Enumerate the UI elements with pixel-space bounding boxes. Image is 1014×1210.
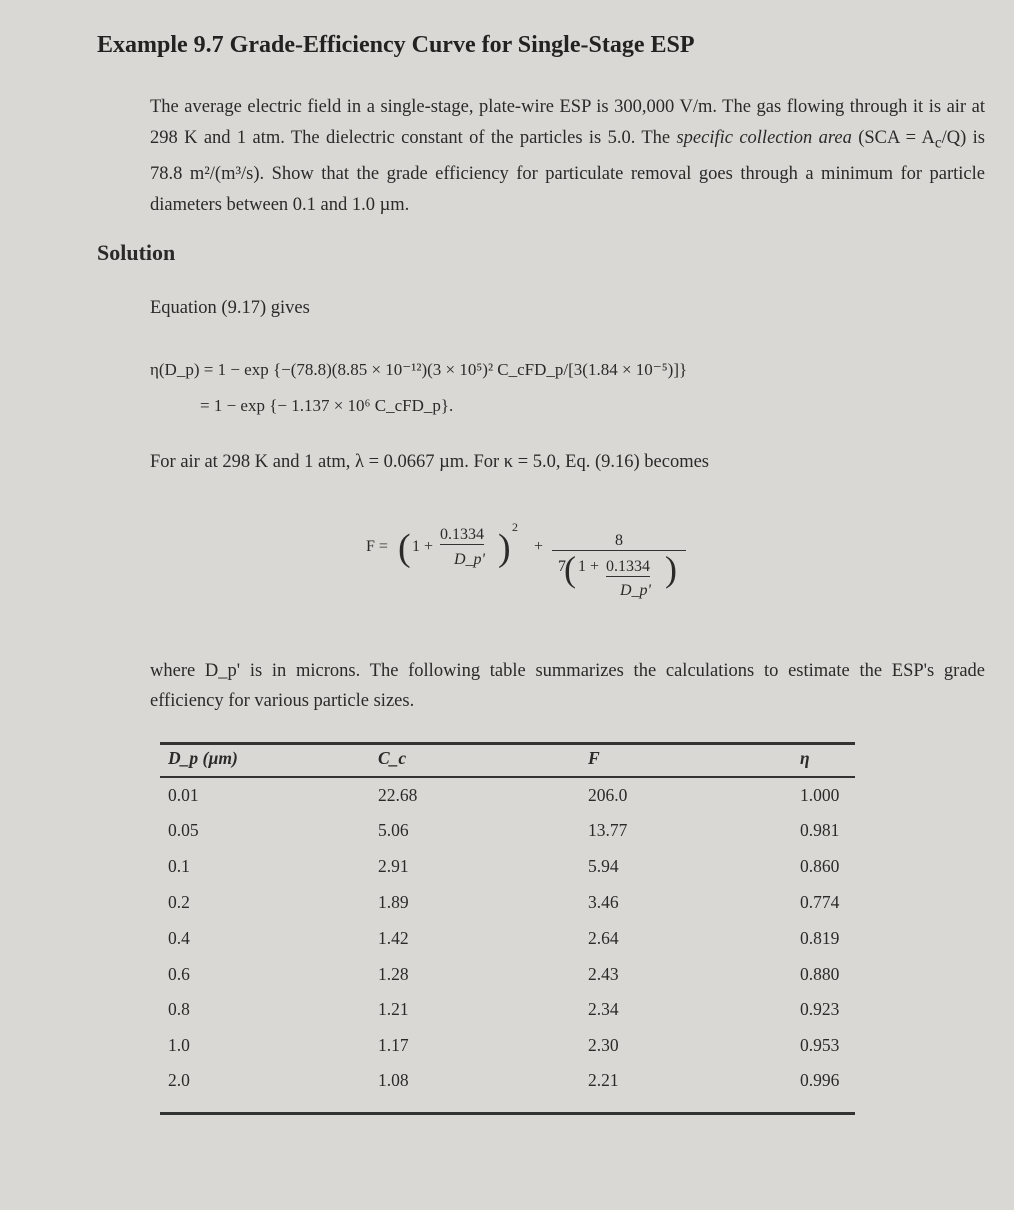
cell-eta: 0.996 <box>800 1070 840 1090</box>
cell-f: 5.94 <box>588 856 619 876</box>
cunningham-f-formula <box>360 518 700 618</box>
table-header-rule <box>160 776 855 778</box>
cell-cc: 1.17 <box>378 1035 409 1055</box>
cell-f: 2.34 <box>588 999 619 1019</box>
cell-f: 3.46 <box>588 892 619 912</box>
cell-dp: 0.01 <box>168 785 199 805</box>
problem-term-sca: specific collection area <box>676 128 852 148</box>
cell-dp: 2.0 <box>168 1070 190 1090</box>
solution-heading: Solution <box>97 240 176 265</box>
formula-denominator: D_p' <box>454 551 485 568</box>
cell-dp: 1.0 <box>168 1035 190 1055</box>
cell-dp: 0.1 <box>168 856 190 876</box>
cell-cc: 2.91 <box>378 856 409 876</box>
cell-cc: 1.89 <box>378 892 409 912</box>
table-top-rule <box>160 742 855 745</box>
equation-line-2: = 1 − exp {− 1.137 × 10⁶ C_cFD_p}. <box>200 396 454 415</box>
cell-dp: 0.4 <box>168 928 190 948</box>
formula-square: 2 <box>512 520 518 534</box>
formula-open-paren-2: ( <box>564 549 576 589</box>
cell-f: 2.43 <box>588 964 619 984</box>
cell-f: 13.77 <box>588 820 628 840</box>
problem-text-part1: The average electric field in a single-stage, plate-wire ESP is 300,000 V/m. The gas flowing through it is air at 298 K and 1 atm. The dielectric constant of the particles is 5.0. The <box>150 97 985 148</box>
cell-cc: 1.42 <box>378 928 409 948</box>
equation-intro: Equation (9.17) gives <box>150 298 310 318</box>
cell-f: 2.21 <box>588 1070 619 1090</box>
cell-eta: 0.953 <box>800 1035 840 1055</box>
where-text: where D_p' is in microns. The following table summarizes the calculations to estimate the ESP's grade efficiency for various particle sizes. <box>150 661 985 711</box>
cell-eta: 0.860 <box>800 856 840 876</box>
header-f: F <box>588 748 600 768</box>
problem-statement <box>150 92 985 221</box>
cell-dp: 0.6 <box>168 964 190 984</box>
formula-seven: 7 <box>558 558 566 575</box>
cell-cc: 1.28 <box>378 964 409 984</box>
header-cunningham-factor: C_c <box>378 748 407 768</box>
cell-eta: 0.819 <box>800 928 840 948</box>
formula-denominator-3: D_p' <box>620 582 651 599</box>
formula-one-plus-2: 1 + <box>578 558 600 575</box>
problem-text-part3: /Q) is 78.8 m²/(m³/s). Show that the grade efficiency for particulate removal goes through a minimum for particle diameters between 0.1 and 1.0 µm. <box>150 128 986 215</box>
formula-lhs: F = <box>366 538 388 555</box>
cell-f: 2.64 <box>588 928 619 948</box>
cell-eta: 0.981 <box>800 820 840 840</box>
formula-plus: + <box>534 538 544 555</box>
cell-dp: 0.2 <box>168 892 190 912</box>
formula-close-paren: ) <box>498 527 511 569</box>
formula-numerator-8: 8 <box>552 532 686 551</box>
formula-open-paren: ( <box>398 527 411 569</box>
cell-dp: 0.8 <box>168 999 190 1019</box>
cell-eta: 0.774 <box>800 892 840 912</box>
cell-eta: 0.880 <box>800 964 840 984</box>
formula-close-paren-2: ) <box>665 549 677 589</box>
cell-f: 206.0 <box>588 785 628 805</box>
formula-one-plus: 1 + <box>412 538 434 555</box>
cell-eta: 0.923 <box>800 999 840 1019</box>
table-bottom-rule <box>160 1112 855 1115</box>
cell-f: 2.30 <box>588 1035 619 1055</box>
header-particle-diameter: D_p (µm) <box>168 748 238 768</box>
cell-cc: 1.08 <box>378 1070 409 1090</box>
cell-eta: 1.000 <box>800 785 840 805</box>
cell-dp: 0.05 <box>168 820 199 840</box>
problem-subscript: c <box>934 134 942 152</box>
cell-cc: 5.06 <box>378 820 409 840</box>
formula-numerator-3: 0.1334 <box>606 558 650 575</box>
problem-text-part2: (SCA = A <box>851 128 935 148</box>
cell-cc: 1.21 <box>378 999 409 1019</box>
equation-line-1: η(D_p) = 1 − exp {−(78.8)(8.85 × 10⁻¹²)(3 × 10⁵)² C_cFD_p/[3(1.84 × 10⁻⁵)]} <box>150 360 688 379</box>
example-title: Example 9.7 Grade-Efficiency Curve for Single-Stage ESP <box>97 32 695 58</box>
air-properties-text: For air at 298 K and 1 atm, λ = 0.0667 µm. For κ = 5.0, Eq. (9.16) becomes <box>150 452 710 472</box>
formula-numerator: 0.1334 <box>440 526 484 543</box>
cell-cc: 22.68 <box>378 785 418 805</box>
header-efficiency: η <box>800 748 810 768</box>
